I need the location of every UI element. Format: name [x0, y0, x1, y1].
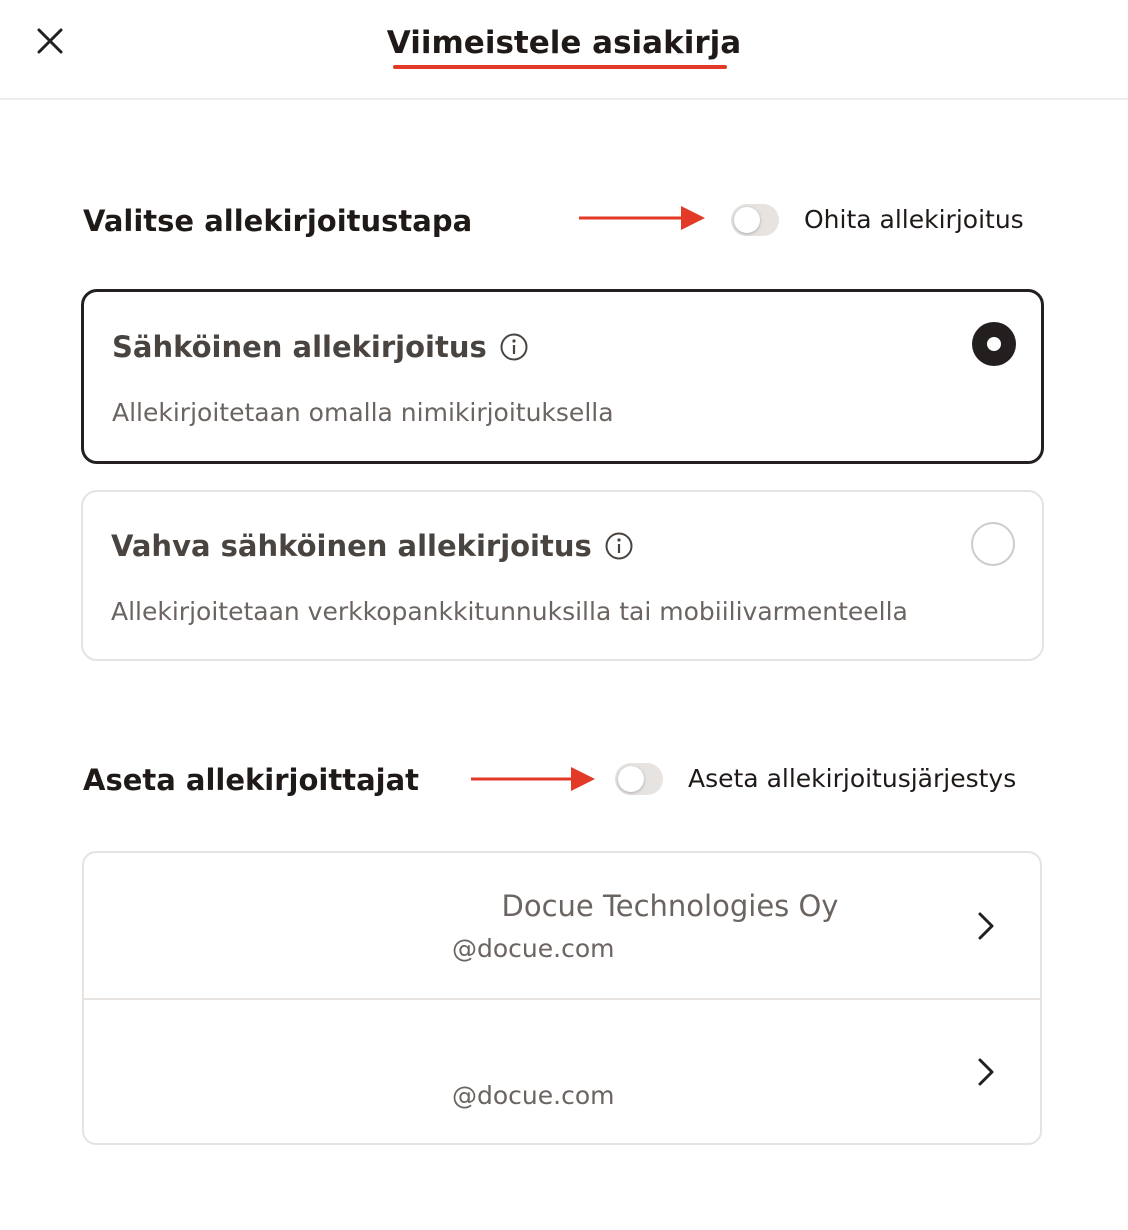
signing-order-toggle[interactable]: [615, 763, 663, 795]
option-title: Vahva sähköinen allekirjoitus: [111, 529, 592, 563]
skip-signature-toggle[interactable]: [731, 204, 779, 236]
option-description: Allekirjoitetaan omalla nimikirjoituksella: [112, 398, 614, 427]
page-title: Viimeistele asiakirja: [386, 25, 742, 61]
arrow-annotation-icon: [577, 203, 707, 233]
option-title: Sähköinen allekirjoitus: [112, 330, 487, 364]
signing-order-label: Aseta allekirjoitusjärjestys: [688, 764, 1017, 793]
radio-unselected[interactable]: [971, 522, 1015, 566]
option-simple-signature[interactable]: [81, 289, 1044, 464]
signer-company: Docue Technologies Oy: [501, 889, 839, 923]
toggle-knob: [618, 766, 644, 792]
arrow-annotation-icon: [469, 764, 599, 794]
signers-heading: Aseta allekirjoittajat: [83, 763, 420, 797]
chevron-right-icon: [974, 1056, 998, 1088]
signer-email: @docue.com: [452, 1081, 615, 1110]
signature-method-heading: Valitse allekirjoitustapa: [83, 204, 473, 238]
info-icon[interactable]: [499, 332, 529, 362]
signer-row[interactable]: [84, 998, 1040, 1143]
title-highlight-underline: [393, 65, 727, 69]
signer-email: @docue.com: [452, 934, 615, 963]
info-icon[interactable]: [604, 531, 634, 561]
radio-selected[interactable]: [972, 322, 1016, 366]
signers-list: [82, 851, 1042, 1145]
dialog-header: [0, 0, 1128, 100]
option-description: Allekirjoitetaan verkkopankkitunnuksilla tai mobiilivarmenteella: [111, 597, 908, 626]
toggle-knob: [734, 207, 760, 233]
skip-signature-label: Ohita allekirjoitus: [804, 205, 1024, 234]
option-title-row: [112, 329, 529, 365]
option-strong-signature[interactable]: [81, 490, 1044, 661]
signer-row[interactable]: [84, 853, 1040, 998]
chevron-right-icon: [974, 910, 998, 942]
option-title-row: [111, 528, 634, 564]
